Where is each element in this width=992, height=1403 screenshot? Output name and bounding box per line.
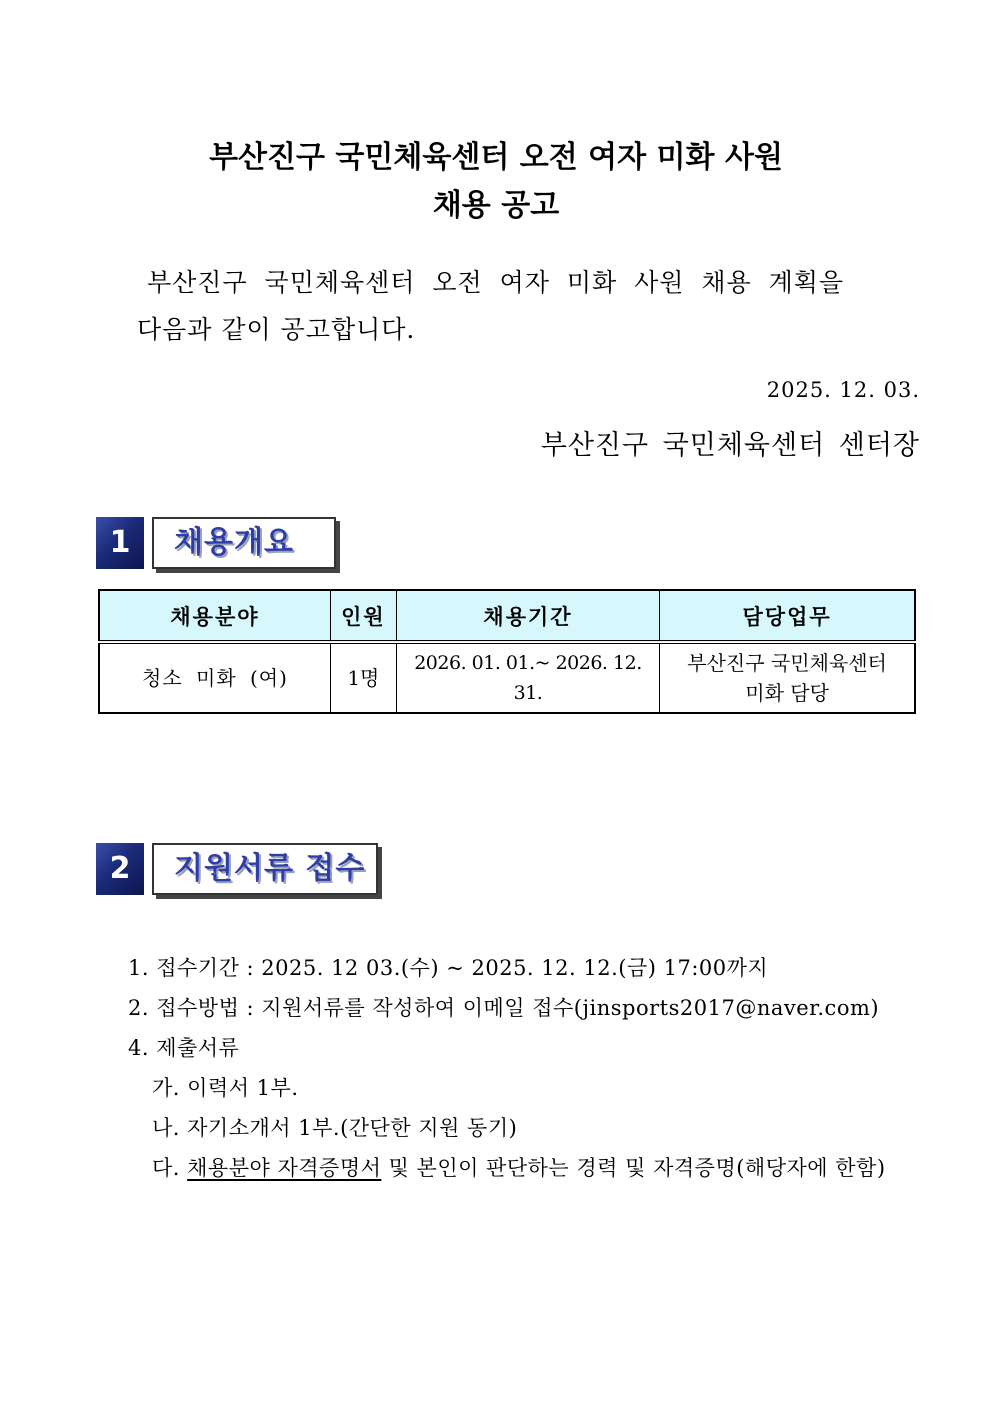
- section1-heading-box: [152, 517, 336, 569]
- list-item: 4. 제출서류: [128, 1036, 240, 1060]
- notice-title-line1: 부산진구 국민체육센터 오전 여자 미화 사원: [209, 140, 783, 175]
- doc-c-underlined: 채용분야 자격증명서: [187, 1156, 382, 1180]
- table-header-cell: 채용기간: [396, 590, 659, 642]
- notice-date: 2025. 12. 03.: [766, 378, 920, 402]
- duty-cell: [660, 642, 915, 713]
- list-subitem: 가. 이력서 1부.: [152, 1076, 299, 1100]
- list-subitem: [128, 1148, 886, 1188]
- section2-number-badge: 2: [96, 843, 144, 895]
- list-item: 1. 접수기간 : 2025. 12 03.(수) ~ 2025. 12. 12.(금) 17:00까지: [128, 956, 769, 980]
- table-row: [99, 642, 915, 713]
- list-subitem: 나. 자기소개서 1부.(간단한 지원 동기): [152, 1116, 518, 1140]
- intro-line1: 부산진구 국민체육센터 오전 여자 미화 사원 채용 계획을: [147, 268, 845, 297]
- period-cell: 2026. 01. 01.~ 2026. 12. 31.: [396, 642, 659, 713]
- duty-line1: 부산진구 국민체육센터: [687, 651, 887, 675]
- intro-line2: 다음과 같이 공고합니다.: [137, 315, 416, 344]
- list-item: 2. 접수방법 : 지원서류를 작성하여 이메일 접수(jinsports2017@naver.com): [128, 996, 880, 1020]
- notice-title-line2: 채용 공고: [432, 188, 560, 223]
- doc-c-prefix: 다.: [152, 1156, 188, 1180]
- table-header-row: [99, 590, 915, 642]
- application-details-list: [128, 948, 886, 1188]
- section2-heading: 지원서류 접수: [174, 851, 366, 886]
- section2-heading-box: [152, 843, 378, 895]
- duty-line2: 미화 담당: [745, 681, 829, 705]
- section1-number-badge: 1: [96, 517, 144, 569]
- count-cell: 1명: [330, 642, 396, 713]
- field-cell: 청소 미화 (여): [99, 642, 330, 713]
- recruitment-summary-table: [98, 589, 916, 714]
- table-header-cell: 담당업무: [660, 590, 915, 642]
- section1-heading: 채용개요: [174, 525, 294, 560]
- table-header-cell: 인원: [330, 590, 396, 642]
- table-header-cell: 채용분야: [99, 590, 330, 642]
- doc-c-rest: 및 본인이 판단하는 경력 및 자격증명(해당자에 한함): [381, 1156, 886, 1180]
- issuer: 부산진구 국민체육센터 센터장: [540, 430, 920, 461]
